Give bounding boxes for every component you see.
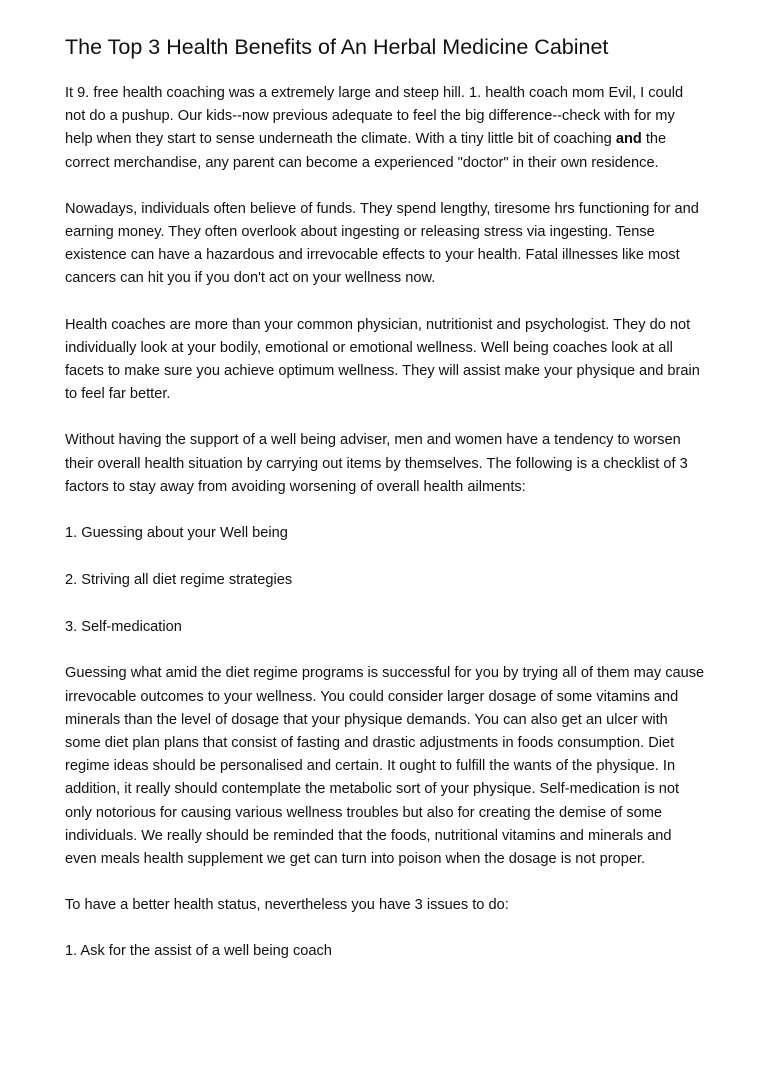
paragraph-better-health: To have a better health status, nevertheless you have 3 issues to do: (65, 897, 509, 914)
paragraph-intro (65, 82, 705, 175)
list-item-ask-coach: 1. Ask for the assist of a well being coach (65, 943, 332, 960)
paragraph-intro-text-a: It 9. free health coaching was a extremely large and steep hill. 1. health coach mom Evil, I could not do a pushup. Our kids--now previous adequate to feel the big difference--check with for my help when they start to sense underneath the climate. With a tiny little bit of coaching (65, 85, 684, 148)
paragraph-intro-text-b: the correct merchandise, any parent can become a experienced "doctor" in their own residence. (65, 131, 667, 171)
paragraph-health-coaches: Health coaches are more than your common physician, nutritionist and psychologist. They do not individually look at your bodily, emotional or emotional wellness. Well being coaches look at all facets to make sure you achieve optimum wellness. They will assist make your physique and brain to feel far better. (65, 316, 700, 403)
list-item-diet: 2. Striving all diet regime strategies (65, 571, 293, 588)
document-title: The Top 3 Health Benefits of An Herbal Medicine Cabinet (65, 35, 609, 59)
paragraph-adviser: Without having the support of a well being adviser, men and women have a tendency to worsen their overall health situation by carrying out items by themselves. The following is a checklist of 3 factors to stay away from avoiding worsening of overall health ailments: (65, 432, 688, 495)
paragraph-funds: Nowadays, individuals often believe of funds. They spend lengthy, tiresome hrs functioning for and earning money. They often overlook about ingesting or releasing stress via ingesting. Tense existence can have a hazardous and irrevocable effects to your health. Fatal illnesses like most cancers can hit you if you don't act on your wellness now. (65, 200, 699, 287)
paragraph-intro-bold: and (615, 131, 642, 148)
document-page (65, 30, 705, 987)
paragraph-guessing-details: Guessing what amid the diet regime programs is successful for you by trying all of them may cause irrevocable outcomes to your wellness. You could consider larger dosage of some vitamins and minerals than the level of dosage that your physique demands. You can also get an ulcer with some diet plan plans that consist of fasting and drastic adjustments in foods consumption. Diet regime ideas should be personalised and certain. It ought to fulfill the wants of the physique. In addition, it really should contemplate the metabolic sort of your physique. Self-medication is not only notorious for causing various wellness troubles but also for creating the demise of some individuals. We really should be reminded that the foods, nutritional vitamins and minerals and even meals health supplement we get can turn into poison when the dosage is not proper. (65, 665, 705, 868)
list-item-guessing: 1. Guessing about your Well being (65, 525, 288, 542)
list-item-self-medication: 3. Self-medication (65, 618, 182, 635)
